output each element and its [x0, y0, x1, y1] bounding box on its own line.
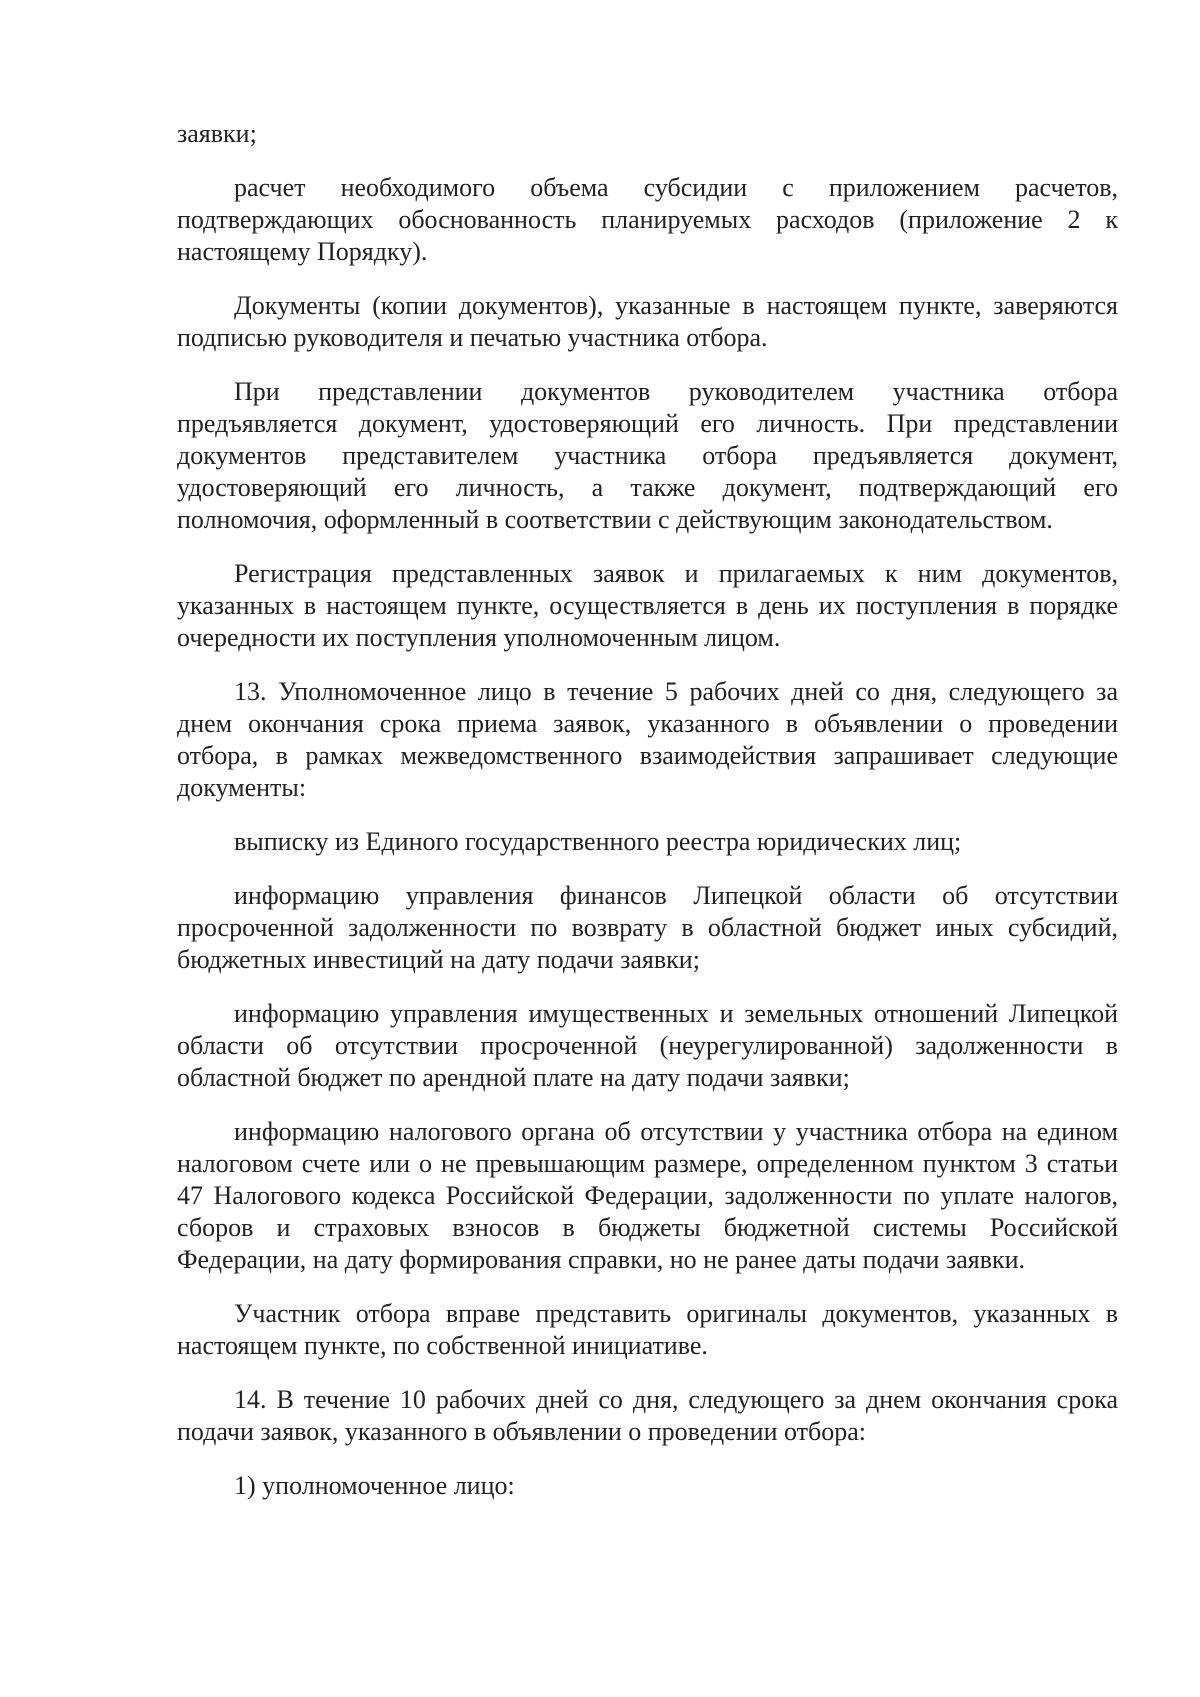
- document-page: [177, 118, 1118, 1524]
- paragraph-continuation: заявки;: [177, 119, 257, 148]
- paragraph-finance-info: информацию управления финансов Липецкой области об отсутствии просроченной задолженности по возврату в областной бюджет иных субсидий, бюджетных инвестиций на дату подачи заявки;: [177, 881, 1118, 974]
- paragraph-subsidy-calculation: расчет необходимого объема субсидии с приложением расчетов, подтверждающих обоснованность планируемых расходов (приложение 2 к настоящему Порядку).: [177, 173, 1118, 266]
- paragraph-subitem-1: 1) уполномоченное лицо:: [234, 1471, 515, 1500]
- paragraph-registry-extract: выписку из Единого государственного реестра юридических лиц;: [234, 827, 962, 856]
- paragraph-identity-presentation: При представлении документов руководителем участника отбора предъявляется документ, удостоверяющий его личность. При представлении документов представителем участника отбора предъявляется документ, удостоверяющий его личность, а также документ, подтверждающий его полномочия, оформленный в соответствии с действующим законодательством.: [177, 377, 1118, 534]
- paragraph-documents-certification: Документы (копии документов), указанные в настоящем пункте, заверяются подписью руководителя и печатью участника отбора.: [177, 291, 1118, 352]
- paragraph-item-13: 13. Уполномоченное лицо в течение 5 рабочих дней со дня, следующего за днем окончания срока приема заявок, указанного в объявлении о проведении отбора, в рамках межведомственного взаимодействия запрашивает следующие документы:: [177, 677, 1118, 802]
- paragraph-originals-right: Участник отбора вправе представить оригиналы документов, указанных в настоящем пункте, по собственной инициативе.: [177, 1299, 1118, 1360]
- paragraph-item-14: 14. В течение 10 рабочих дней со дня, следующего за днем окончания срока подачи заявок, указанного в объявлении о проведении отбора:: [177, 1385, 1118, 1446]
- paragraph-tax-info: информацию налогового органа об отсутствии у участника отбора на едином налоговом счете или о не превышающим размере, определенном пунктом 3 статьи 47 Налогового кодекса Российской Федерации, задолженности по уплате налогов, сборов и страховых взносов в бюджеты бюджетной системы Российской Федерации, на дату формирования справки, но не ранее даты подачи заявки.: [177, 1117, 1118, 1274]
- paragraph-registration: Регистрация представленных заявок и прилагаемых к ним документов, указанных в настоящем пункте, осуществляется в день их поступления в порядке очередности их поступления уполномоченным лицом.: [177, 559, 1118, 652]
- paragraph-property-info: информацию управления имущественных и земельных отношений Липецкой области об отсутствии просроченной (неурегулированной) задолженности в областной бюджет по арендной плате на дату подачи заявки;: [177, 999, 1118, 1092]
